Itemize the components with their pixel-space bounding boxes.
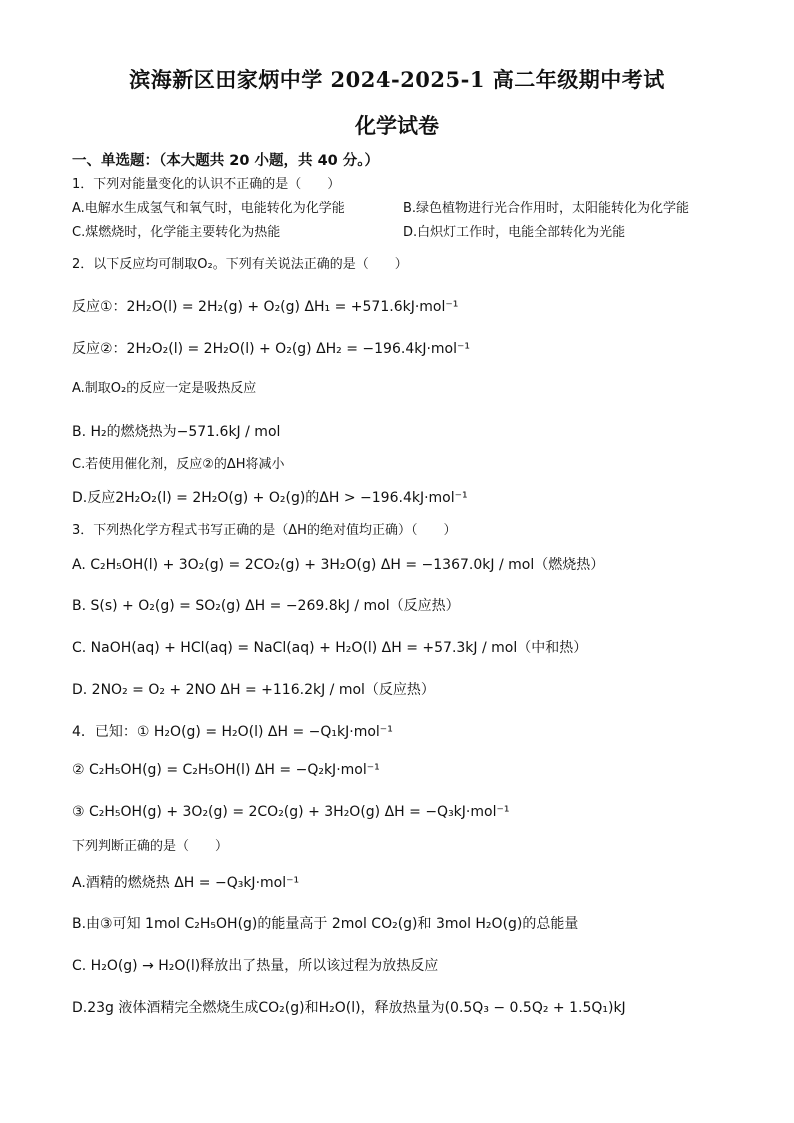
q3-option-d: D. 2NO₂ = O₂ + 2NO ΔH = +116.2kJ / mol（反应热） [72,682,435,698]
q4-stem: 4．已知：① H₂O(g) = H₂O(l) ΔH = −Q₁kJ·mol⁻¹ [72,724,393,740]
q4-equation-2: ② C₂H₅OH(g) = C₂H₅OH(l) ΔH = −Q₂kJ·mol⁻¹ [72,762,380,778]
q2-reaction-1: 反应①：2H₂O(l) = 2H₂(g) + O₂(g) ΔH₁ = +571.6kJ·mol⁻¹ [72,299,459,315]
q2-option-d: D.反应2H₂O₂(l) = 2H₂O(g) + O₂(g)的ΔH > −196.4kJ·mol⁻¹ [72,490,468,506]
q4-option-d: D.23g 液体酒精完全燃烧生成CO₂(g)和H₂O(l)，释放热量为(0.5Q₃ − 0.5Q₂ + 1.5Q₁)kJ [72,1000,626,1016]
q3-option-b: B. S(s) + O₂(g) = SO₂(g) ΔH = −269.8kJ / mol（反应热） [72,598,460,614]
q2-option-b: B. H₂的燃烧热为−571.6kJ / mol [72,424,281,440]
q1-option-a: A.电解水生成氢气和氧气时，电能转化为化学能 [72,201,345,216]
q4-option-b: B.由③可知 1mol C₂H₅OH(g)的能量高于 2mol CO₂(g)和 3mol H₂O(g)的总能量 [72,916,579,932]
q4-equation-3: ③ C₂H₅OH(g) + 3O₂(g) = 2CO₂(g) + 3H₂O(g) ΔH = −Q₃kJ·mol⁻¹ [72,804,510,820]
q3-stem: 3．下列热化学方程式书写正确的是（ΔH的绝对值均正确）（ ） [72,523,457,538]
q4-option-a: A.酒精的燃烧热 ΔH = −Q₃kJ·mol⁻¹ [72,875,300,891]
q4-question: 下列判断正确的是（ ） [72,839,229,854]
exam-subtitle: 化学试卷 [355,113,439,138]
q1-option-d: D.白炽灯工作时，电能全部转化为光能 [403,225,626,240]
q4-option-c: C. H₂O(g) → H₂O(l)释放出了热量，所以该过程为放热反应 [72,958,439,974]
q2-option-a: A.制取O₂的反应一定是吸热反应 [72,381,257,396]
q3-option-a: A. C₂H₅OH(l) + 3O₂(g) = 2CO₂(g) + 3H₂O(g) ΔH = −1367.0kJ / mol（燃烧热） [72,557,605,573]
q2-reaction-2: 反应②：2H₂O₂(l) = 2H₂O(l) + O₂(g) ΔH₂ = −196.4kJ·mol⁻¹ [72,341,471,357]
q3-option-c: C. NaOH(aq) + HCl(aq) = NaCl(aq) + H₂O(l) ΔH = +57.3kJ / mol（中和热） [72,640,588,656]
section-heading: 一、单选题：（本大题共 20 小题，共 40 分。） [72,153,380,169]
exam-title: 滨海新区田家炳中学 2024-2025-1 高二年级期中考试 [129,67,665,92]
q1-stem: 1．下列对能量变化的认识不正确的是（ ） [72,177,341,192]
q2-stem: 2．以下反应均可制取O₂。下列有关说法正确的是（ ） [72,257,408,272]
q2-option-c: C.若使用催化剂，反应②的ΔH将减小 [72,457,285,472]
q1-option-c: C.煤燃烧时，化学能主要转化为热能 [72,225,281,240]
q1-option-b: B.绿色植物进行光合作用时，太阳能转化为化学能 [403,201,690,216]
